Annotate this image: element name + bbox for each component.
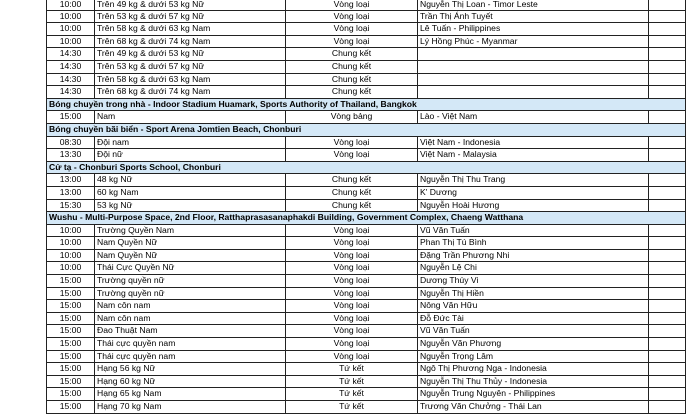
table-row xyxy=(46,363,686,376)
empty-cell xyxy=(648,11,686,23)
participants-cell: Trần Thị Ánh Tuyết xyxy=(417,11,648,23)
empty-cell xyxy=(648,300,686,312)
event-cell: Nam xyxy=(94,111,285,123)
participants-cell xyxy=(417,86,648,98)
time-cell: 10:00 xyxy=(46,23,94,35)
table-row xyxy=(46,338,686,351)
event-cell: 53 kg Nữ xyxy=(94,200,285,212)
section-title: Bóng chuyền trong nhà - Indoor Stadium Huamark, Sports Authority of Thailand, Bangkok xyxy=(46,99,686,111)
empty-cell xyxy=(648,325,686,337)
event-cell: Nam côn nam xyxy=(94,300,285,312)
table-row xyxy=(46,300,686,313)
section-title: Cử tạ - Chonburi Sports School, Chonburi xyxy=(46,162,686,174)
round-cell: Vòng loại xyxy=(285,313,417,325)
participants-cell: Nguyễn Lệ Chi xyxy=(417,262,648,274)
event-cell: Trên 53 kg & dưới 57 kg Nữ xyxy=(94,11,285,23)
participants-cell xyxy=(417,48,648,60)
round-cell: Tứ kết xyxy=(285,376,417,388)
round-cell: Chung kết xyxy=(285,74,417,86)
event-cell: Thái cực quyền nam xyxy=(94,351,285,363)
table-row xyxy=(46,149,686,162)
event-cell: Đội nam xyxy=(94,137,285,149)
time-cell: 15:30 xyxy=(46,200,94,212)
time-cell: 10:00 xyxy=(46,262,94,274)
table-row xyxy=(46,61,686,74)
empty-cell xyxy=(648,86,686,98)
empty-cell xyxy=(648,237,686,249)
participants-cell: Lê Tuấn - Philippines xyxy=(417,23,648,35)
round-cell: Vòng loại xyxy=(285,250,417,262)
empty-cell xyxy=(648,376,686,388)
event-cell: Trên 53 kg & dưới 57 kg Nữ xyxy=(94,61,285,73)
event-cell: Đao Thuật Nam xyxy=(94,325,285,337)
empty-cell xyxy=(648,288,686,300)
event-cell: Hạng 56 kg Nữ xyxy=(94,363,285,375)
participants-cell xyxy=(417,61,648,73)
empty-cell xyxy=(648,36,686,48)
participants-cell: Phan Thị Tú Bình xyxy=(417,237,648,249)
time-cell: 15:00 xyxy=(46,388,94,400)
participants-cell: K' Dương xyxy=(417,187,648,199)
round-cell: Vòng loại xyxy=(285,0,417,10)
participants-cell: Nguyễn Thị Thu Trang xyxy=(417,174,648,186)
participants-cell: Việt Nam - Malaysia xyxy=(417,149,648,161)
table-row xyxy=(46,0,686,11)
empty-cell xyxy=(648,363,686,375)
empty-cell xyxy=(648,338,686,350)
table-row xyxy=(46,86,686,99)
empty-cell xyxy=(648,388,686,400)
round-cell: Vòng loại xyxy=(285,11,417,23)
round-cell: Vòng loại xyxy=(285,338,417,350)
time-cell: 15:00 xyxy=(46,275,94,287)
event-cell: Nam Quyền Nữ xyxy=(94,237,285,249)
time-cell: 14:30 xyxy=(46,74,94,86)
table-row xyxy=(46,74,686,87)
time-cell: 15:00 xyxy=(46,288,94,300)
time-cell: 10:00 xyxy=(46,0,94,10)
section-header-row xyxy=(46,212,686,225)
table-row xyxy=(46,200,686,213)
participants-cell: Việt Nam - Indonesia xyxy=(417,137,648,149)
participants-cell: Đặng Trần Phương Nhi xyxy=(417,250,648,262)
empty-cell xyxy=(648,111,686,123)
table-row xyxy=(46,23,686,36)
section-title: Bóng chuyền bãi biển - Sport Arena Jomtien Beach, Chonburi xyxy=(46,124,686,136)
event-cell: Trên 49 kg & dưới 53 kg Nữ xyxy=(94,48,285,60)
event-cell: Hạng 65 kg Nam xyxy=(94,388,285,400)
table-row xyxy=(46,288,686,301)
time-cell: 13:00 xyxy=(46,187,94,199)
time-cell: 10:00 xyxy=(46,250,94,262)
empty-cell xyxy=(648,250,686,262)
participants-cell: Lý Hồng Phúc - Myanmar xyxy=(417,36,648,48)
round-cell: Vòng loại xyxy=(285,225,417,237)
event-cell: Hạng 70 kg Nam xyxy=(94,401,285,413)
event-cell: Trên 68 kg & dưới 74 kg Nam xyxy=(94,36,285,48)
event-cell: Thái cực quyền nam xyxy=(94,338,285,350)
section-header-row xyxy=(46,162,686,175)
round-cell: Vòng loại xyxy=(285,23,417,35)
table-row xyxy=(46,48,686,61)
participants-cell: Nguyễn Trung Nguyên - Philippines xyxy=(417,388,648,400)
empty-cell xyxy=(648,137,686,149)
section-header-row xyxy=(46,124,686,137)
table-row xyxy=(46,376,686,389)
section-title: Wushu - Multi-Purpose Space, 2nd Floor, Ratthaprasasanaphakdi Building, Government Complex, Chaeng Watthana xyxy=(46,212,686,224)
table-row xyxy=(46,351,686,364)
round-cell: Chung kết xyxy=(285,174,417,186)
time-cell: 15:00 xyxy=(46,351,94,363)
table-row xyxy=(46,137,686,150)
time-cell: 15:00 xyxy=(46,300,94,312)
event-cell: Trường quyền nữ xyxy=(94,288,285,300)
empty-cell xyxy=(648,61,686,73)
round-cell: Chung kết xyxy=(285,61,417,73)
participants-cell: Nguyễn Thị Loan - Timor Leste xyxy=(417,0,648,10)
round-cell: Chung kết xyxy=(285,187,417,199)
round-cell: Vòng loại xyxy=(285,288,417,300)
round-cell: Vòng loại xyxy=(285,300,417,312)
participants-cell: Dương Thúy Vi xyxy=(417,275,648,287)
empty-cell xyxy=(648,313,686,325)
time-cell: 14:30 xyxy=(46,48,94,60)
time-cell: 10:00 xyxy=(46,36,94,48)
empty-cell xyxy=(648,23,686,35)
participants-cell: Ngô Thị Phương Nga - Indonesia xyxy=(417,363,648,375)
round-cell: Vòng loại xyxy=(285,36,417,48)
participants-cell: Nguyễn Trọng Lâm xyxy=(417,351,648,363)
round-cell: Vòng loại xyxy=(285,237,417,249)
round-cell: Tứ kết xyxy=(285,401,417,413)
event-cell: Nam côn nam xyxy=(94,313,285,325)
participants-cell: Lào - Việt Nam xyxy=(417,111,648,123)
time-cell: 14:30 xyxy=(46,86,94,98)
participants-cell: Đỗ Đức Tài xyxy=(417,313,648,325)
round-cell: Tứ kết xyxy=(285,363,417,375)
round-cell: Tứ kết xyxy=(285,388,417,400)
round-cell: Vòng loại xyxy=(285,262,417,274)
event-cell: Trường Quyền Nam xyxy=(94,225,285,237)
table-row xyxy=(46,11,686,24)
table-row xyxy=(46,401,686,414)
round-cell: Vòng loại xyxy=(285,149,417,161)
event-cell: Trên 68 kg & dưới 74 kg Nam xyxy=(94,86,285,98)
event-cell: Trên 58 kg & dưới 63 kg Nam xyxy=(94,23,285,35)
event-cell: Nam Quyền Nữ xyxy=(94,250,285,262)
table-row xyxy=(46,388,686,401)
round-cell: Chung kết xyxy=(285,86,417,98)
empty-cell xyxy=(648,48,686,60)
time-cell: 15:00 xyxy=(46,313,94,325)
round-cell: Vòng loại xyxy=(285,325,417,337)
empty-cell xyxy=(648,74,686,86)
event-cell: Hạng 60 kg Nữ xyxy=(94,376,285,388)
table-row xyxy=(46,187,686,200)
event-cell: 60 kg Nam xyxy=(94,187,285,199)
participants-cell: Vũ Văn Tuấn xyxy=(417,325,648,337)
time-cell: 15:00 xyxy=(46,111,94,123)
round-cell: Chung kết xyxy=(285,48,417,60)
empty-cell xyxy=(648,275,686,287)
time-cell: 10:00 xyxy=(46,237,94,249)
event-cell: Trên 49 kg & dưới 53 kg Nữ xyxy=(94,0,285,10)
empty-cell xyxy=(648,0,686,10)
round-cell: Vòng loại xyxy=(285,137,417,149)
empty-cell xyxy=(648,200,686,212)
time-cell: 15:00 xyxy=(46,338,94,350)
empty-cell xyxy=(648,401,686,413)
participants-cell: Nguyễn Thị Thu Thủy - Indonesia xyxy=(417,376,648,388)
event-cell: Đội nữ xyxy=(94,149,285,161)
table-row xyxy=(46,262,686,275)
participants-cell: Vũ Văn Tuấn xyxy=(417,225,648,237)
event-cell: Trường quyền nữ xyxy=(94,275,285,287)
empty-cell xyxy=(648,262,686,274)
empty-cell xyxy=(648,174,686,186)
empty-cell xyxy=(648,149,686,161)
table-row xyxy=(46,36,686,49)
time-cell: 14:30 xyxy=(46,61,94,73)
round-cell: Vòng bảng xyxy=(285,111,417,123)
time-cell: 13:30 xyxy=(46,149,94,161)
table-row xyxy=(46,325,686,338)
table-row xyxy=(46,174,686,187)
table-row xyxy=(46,225,686,238)
participants-cell: Nguyễn Hoài Hương xyxy=(417,200,648,212)
time-cell: 15:00 xyxy=(46,401,94,413)
time-cell: 10:00 xyxy=(46,225,94,237)
event-cell: 48 kg Nữ xyxy=(94,174,285,186)
time-cell: 15:00 xyxy=(46,363,94,375)
table-row xyxy=(46,237,686,250)
participants-cell: Nông Văn Hữu xyxy=(417,300,648,312)
event-cell: Trên 58 kg & dưới 63 kg Nam xyxy=(94,74,285,86)
event-cell: Thái Cực Quyền Nữ xyxy=(94,262,285,274)
table-row xyxy=(46,111,686,124)
time-cell: 08:30 xyxy=(46,137,94,149)
empty-cell xyxy=(648,351,686,363)
time-cell: 15:00 xyxy=(46,325,94,337)
empty-cell xyxy=(648,187,686,199)
time-cell: 13:00 xyxy=(46,174,94,186)
participants-cell xyxy=(417,74,648,86)
participants-cell: Nguyễn Văn Phương xyxy=(417,338,648,350)
round-cell: Chung kết xyxy=(285,200,417,212)
round-cell: Vòng loại xyxy=(285,275,417,287)
empty-cell xyxy=(648,225,686,237)
time-cell: 15:00 xyxy=(46,376,94,388)
table-row xyxy=(46,275,686,288)
participants-cell: Nguyễn Thị Hiền xyxy=(417,288,648,300)
section-header-row xyxy=(46,99,686,112)
participants-cell: Trương Văn Chưởng - Thái Lan xyxy=(417,401,648,413)
table-row xyxy=(46,313,686,326)
time-cell: 10:00 xyxy=(46,11,94,23)
schedule-table xyxy=(46,0,686,414)
table-row xyxy=(46,250,686,263)
round-cell: Vòng loại xyxy=(285,351,417,363)
